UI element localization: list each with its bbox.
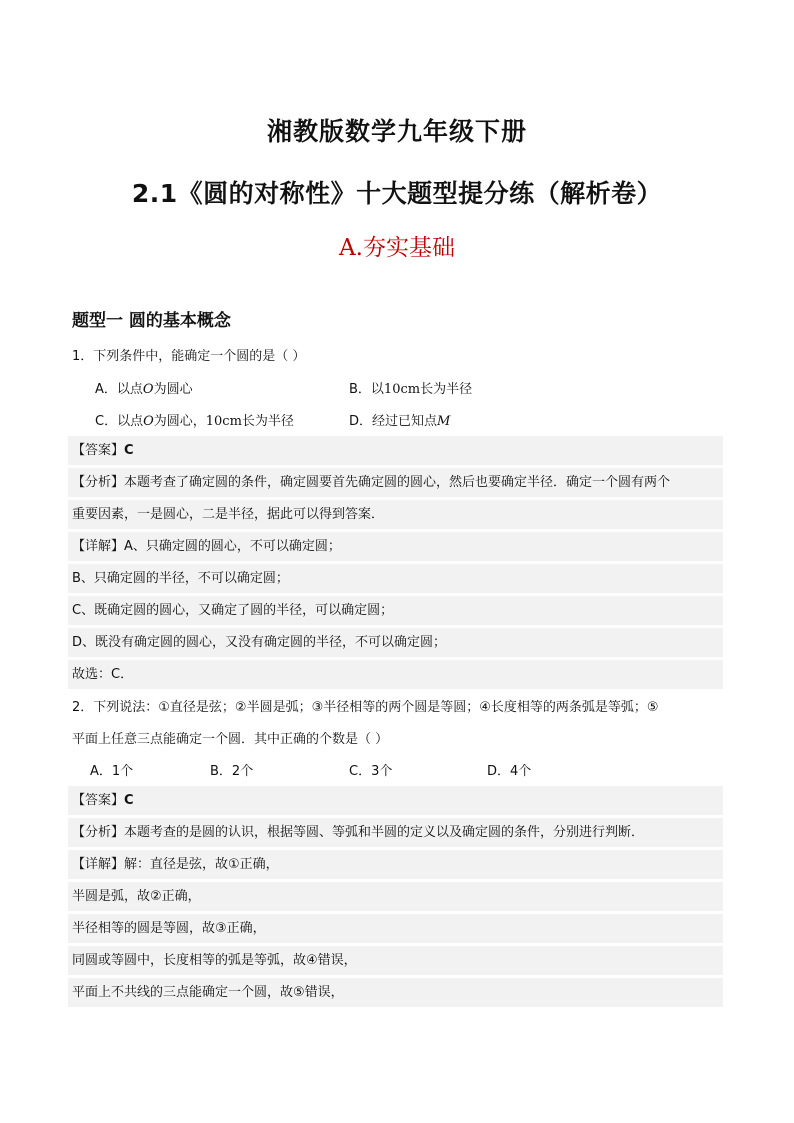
question-1-option-d bbox=[349, 410, 450, 429]
option-text: 长为半径 bbox=[241, 414, 294, 429]
question-1-analysis-line: 【分析】本题考查了确定圆的条件，确定圆要首先确定圆的圆心，然后也要确定半径．确定一个圆有两个 bbox=[68, 468, 723, 497]
question-1-option-a bbox=[95, 378, 193, 397]
option-text: A．以点 bbox=[95, 382, 143, 397]
question-1-option-c bbox=[95, 410, 294, 429]
question-2-stem-line: 平面上任意三点能确定一个圆．其中正确的个数是（ ） bbox=[72, 732, 389, 747]
question-1-analysis-line: 重要因素，一是圆心，二是半径，据此可以得到答案． bbox=[68, 500, 723, 529]
document-title: 湘教版数学九年级下册 bbox=[266, 117, 527, 146]
document-subtitle: 2.1《圆的对称性》十大题型提分练（解析卷） bbox=[131, 179, 663, 208]
question-2-answer bbox=[68, 786, 723, 815]
question-2-option-d: D．4个 bbox=[487, 764, 532, 779]
question-2-option-a: A．1个 bbox=[90, 764, 134, 779]
answer-value: C bbox=[124, 793, 134, 808]
option-text: 长为半径 bbox=[420, 382, 473, 397]
question-2-stem-line: 2．下列说法：①直径是弦；②半圆是弧；③半径相等的两个圆是等圆；④长度相等的两条弧是等弧；⑤ bbox=[72, 700, 659, 715]
question-1-detail-line: D、既没有确定圆的圆心，又没有确定圆的半径，不可以确定圆； bbox=[68, 628, 723, 657]
question-2-analysis-line: 【分析】本题考查的是圆的认识，根据等圆、等弧和半圆的定义以及确定圆的条件，分别进行判断． bbox=[68, 818, 723, 847]
question-1-option-b bbox=[349, 378, 472, 397]
question-1-detail-line: B、只确定圆的半径，不可以确定圆； bbox=[68, 564, 723, 593]
question-2-detail-line: 同圆或等圆中，长度相等的弧是等弧，故④错误， bbox=[68, 946, 723, 975]
option-text: 为圆心 bbox=[153, 382, 193, 397]
question-2-detail-line: 半径相等的圆是等圆，故③正确， bbox=[68, 914, 723, 943]
question-1-stem: 1．下列条件中，能确定一个圆的是（ ） bbox=[72, 349, 306, 364]
question-1-detail-line: C、既确定圆的圆心，又确定了圆的半径，可以确定圆； bbox=[68, 596, 723, 625]
answer-label: 【答案】 bbox=[72, 793, 125, 808]
option-variable: O bbox=[142, 382, 154, 397]
question-type-heading: 题型一 圆的基本概念 bbox=[72, 311, 231, 331]
question-2-option-c: C．3个 bbox=[349, 764, 393, 779]
option-number: 10cm bbox=[383, 382, 421, 397]
option-variable: O bbox=[143, 414, 154, 429]
question-2-detail-line: 【详解】解：直径是弦，故①正确， bbox=[68, 850, 723, 879]
question-1-detail-line: 【详解】A、只确定圆的圆心，不可以确定圆； bbox=[68, 532, 723, 561]
question-1-answer bbox=[68, 436, 723, 465]
option-variable: M bbox=[437, 414, 451, 429]
question-2-detail-line: 平面上不共线的三点能确定一个圆，故⑤错误， bbox=[68, 978, 723, 1007]
section-heading: A.夯实基础 bbox=[339, 235, 455, 261]
option-text: 为圆心， bbox=[153, 414, 206, 429]
question-2-option-b: B．2个 bbox=[210, 764, 254, 779]
option-text: D．经过已知点 bbox=[349, 414, 438, 429]
question-1-detail-line: 故选：C． bbox=[68, 660, 723, 689]
option-text: B．以 bbox=[349, 382, 384, 397]
answer-value: C bbox=[124, 443, 134, 458]
answer-label: 【答案】 bbox=[72, 443, 125, 458]
option-text: C．以点 bbox=[95, 414, 144, 429]
option-number: 10cm bbox=[205, 414, 242, 429]
question-2-detail-line: 半圆是弧，故②正确， bbox=[68, 882, 723, 911]
